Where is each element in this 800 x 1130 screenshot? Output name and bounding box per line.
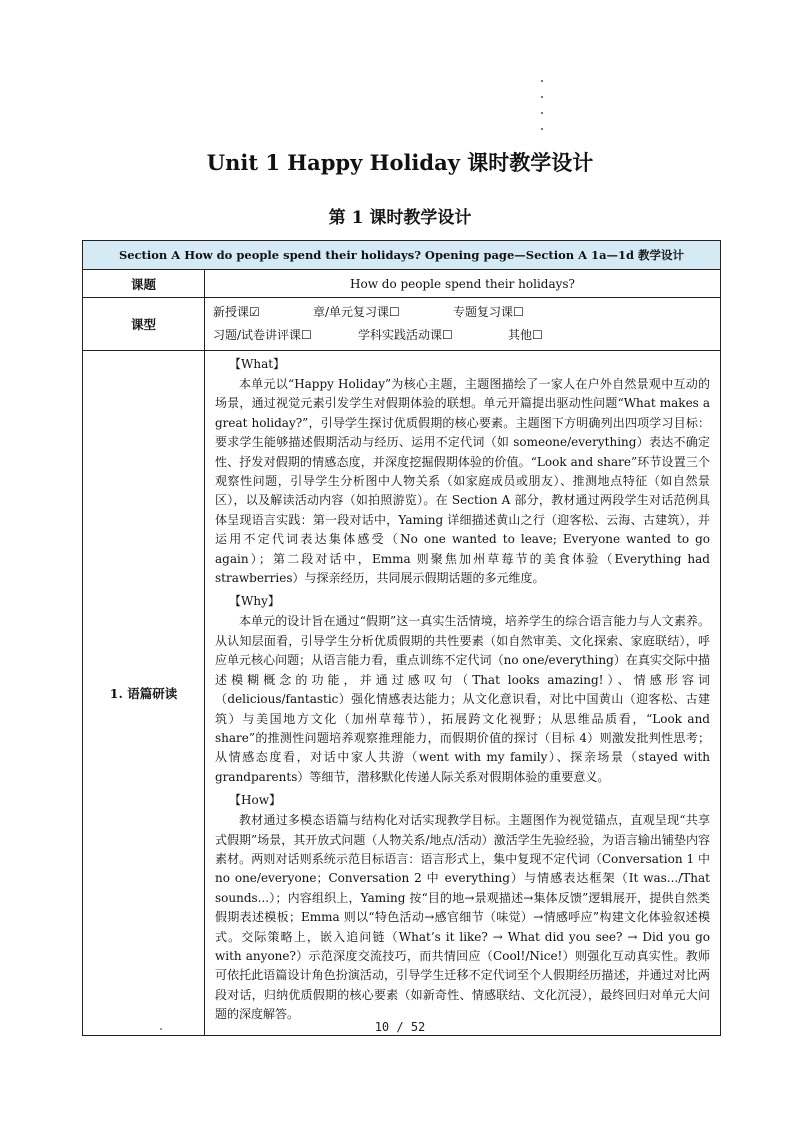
how-tag: 【How】 [229,793,281,808]
type-option-other[interactable]: 其他☐ [508,328,543,342]
page-title: Unit 1 Happy Holiday 课时教学设计 [206,150,594,175]
lesson-design-table [82,240,721,1036]
type-options-row [213,301,712,324]
page-subtitle: 第 1 课时教学设计 [328,208,472,228]
what-paragraph: 本单元以“Happy Holiday”为核心主题，主题图描绘了一家人在户外自然景观中互动的场景，通过视觉元素引发学生对假期体验的联想。单元开篇提出驱动性问题“What makes a great holiday?”，引导学生探讨优质假期的核心要素。主题图下方明确列出四项学习目标：要求学生能够描述假期活动与经历、运用不定代词（如 someone/everything）表达不确定性、抒发对假期的情感态度，并深度挖掘假期体验的价值。“Look and share”环节设置三个观察性问题，引导学生分析图中人物关系（如家庭成员或朋友）、推测地点特征（如自然景区），以及解读活动内容（如拍照游览）。在 Section A 部分，教材通过两段学生对话范例具体呈现语言实践：第一段对话中，Yaming 详细描述黄山之行（迎客松、云海、古建筑），并运用不定代词表达集体感受（No one wanted to leave; Everyone wanted to go again）；第二段对话中，Emma 则聚焦加州草莓节的美食体验（Everything had strawberries）与探亲经历，共同展示假期话题的多元维度。 [215,377,710,586]
analysis-content [205,351,721,1036]
type-label: 课型 [83,298,205,351]
why-paragraph: 本单元的设计旨在通过“假期”这一真实生活情境，培养学生的综合语言能力与人文素养。从认知层面看，引导学生分析优质假期的共性要素（如自然审美、文化探索、家庭联结），呼应单元核心问题；从语言能力看，重点训练不定代词（no one/everything）在真实交际中描述模糊概念的功能，并通过感叹句（That looks amazing!）、情感形容词（delicious/fantastic）强化情感表达能力；从文化意识看，对比中国黄山（迎客松、古建筑）与美国地方文化（加州草莓节），拓展跨文化视野；从思维品质看，“Look and share”的推测性问题培养观察推理能力，而假期价值的探讨（目标 4）则激发批判性思考；从情感态度看，对话中家人共游（went with my family）、探亲场景（stayed with grandparents）等细节，潜移默化传递人际关系对假期体验的重要意义。 [215,614,710,784]
type-options [205,298,721,351]
section-header: Section A How do people spend their holidays? Opening page—Section A 1a—1d 教学设计 [83,241,721,270]
topic-label: 课题 [83,270,205,298]
type-option-unit-review[interactable]: 章/单元复习课☐ [313,305,400,319]
decorative-dots [541,80,547,144]
analysis-label: 1. 语篇研读 [83,351,205,1036]
type-option-practice[interactable]: 学科实践活动课☐ [358,328,453,342]
page-number: 10 / 52 [374,1020,426,1034]
type-option-new[interactable]: 新授课☑ [213,305,260,319]
how-paragraph: 教材通过多模态语篇与结构化对话实现教学目标。主题图作为视觉锚点，直观呈现“共享式假期”场景，其开放式问题（人物关系/地点/活动）激活学生先验经验，为语言输出铺垫内容素材。两则对话则系统示范目标语言：语言形式上，集中复现不定代词（Conversation 1 中 no one/everyone；Conversation 2 中 everything）与情感表达框架（It was.../That sounds...）；内容组织上，Yaming 按“目的地→景观描述→集体反馈”逻辑展开，提供自然类假期表述模板；Emma 则以“特色活动→感官细节（味觉）→情感呼应”构建文化体验叙述模式。交际策略上，嵌入追问链（What’s it like? → What did you see? → Did you go with anyone?）示范深度交流技巧，而共情回应（Cool!/Nice!）则强化互动真实性。教师可依托此语篇设计角色扮演活动，引导学生迁移不定代词至个人假期经历描述，并通过对比两段对话，归纳优质假期的核心要素（如新奇性、情感联结、文化沉浸），最终回归对单元大问题的深度解答。 [215,813,710,1022]
type-option-topic-review[interactable]: 专题复习课☐ [453,305,524,319]
type-option-exercise[interactable]: 习题/试卷讲评课☐ [213,328,312,342]
why-tag: 【Why】 [229,594,280,609]
topic-value: How do people spend their holidays? [205,270,721,298]
type-options-row [213,324,712,347]
what-tag: 【What】 [229,357,286,371]
